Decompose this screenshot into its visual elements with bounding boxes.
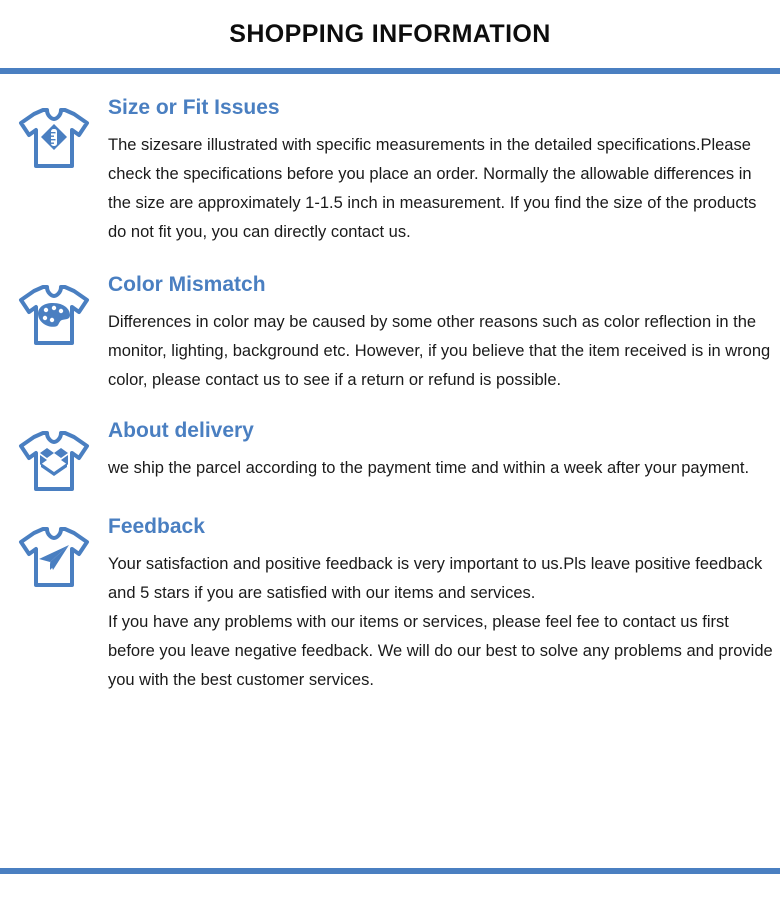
section-paragraph: we ship the parcel according to the payment time and within a week after your payment. xyxy=(108,459,750,478)
section-heading: Size or Fit Issues xyxy=(108,96,280,119)
tshirt-box-icon xyxy=(0,419,108,495)
page-title: SHOPPING INFORMATION xyxy=(229,19,551,48)
footer-divider xyxy=(0,868,780,874)
section-feedback xyxy=(0,495,780,695)
tshirt-ruler-icon xyxy=(0,96,108,172)
section-body xyxy=(108,96,780,247)
section-paragraph: If you have any problems with our items or services, please feel fee to contact us first before you leave negative feedback. We will do our best to solve any problems and provide you with the best customer services. xyxy=(108,613,773,690)
sections-container xyxy=(0,74,780,695)
tshirt-palette-icon xyxy=(0,273,108,349)
section-paragraph: Differences in color may be caused by some other reasons such as color reflection in the monitor, lighting, background etc. However, if you believe that the item received is in wrong color, please contact us to see if a return or refund is possible. xyxy=(108,313,771,390)
section-body xyxy=(108,515,780,695)
section-body xyxy=(108,419,780,483)
section-heading: Color Mismatch xyxy=(108,273,266,297)
section-heading: Feedback xyxy=(108,515,205,539)
section-color-mismatch xyxy=(0,247,780,395)
section-body xyxy=(108,273,780,395)
tshirt-paperplane-icon xyxy=(0,515,108,591)
section-heading: About delivery xyxy=(108,419,254,443)
section-size-or-fit-issues xyxy=(0,74,780,247)
section-about-delivery xyxy=(0,395,780,495)
section-paragraph: Your satisfaction and positive feedback is very important to us.Pls leave positive feedback and 5 stars if you are satisfied with our items and services. xyxy=(108,555,763,603)
section-paragraph: The sizesare illustrated with specific measurements in the detailed specifications.Please check the specifications before you place an order. Normally the allowable differences in the size are approximately 1-1.5 inch in measurement. If you find the size of the products do not fit you, you can directly contact us. xyxy=(108,136,757,242)
page-header xyxy=(0,0,780,68)
